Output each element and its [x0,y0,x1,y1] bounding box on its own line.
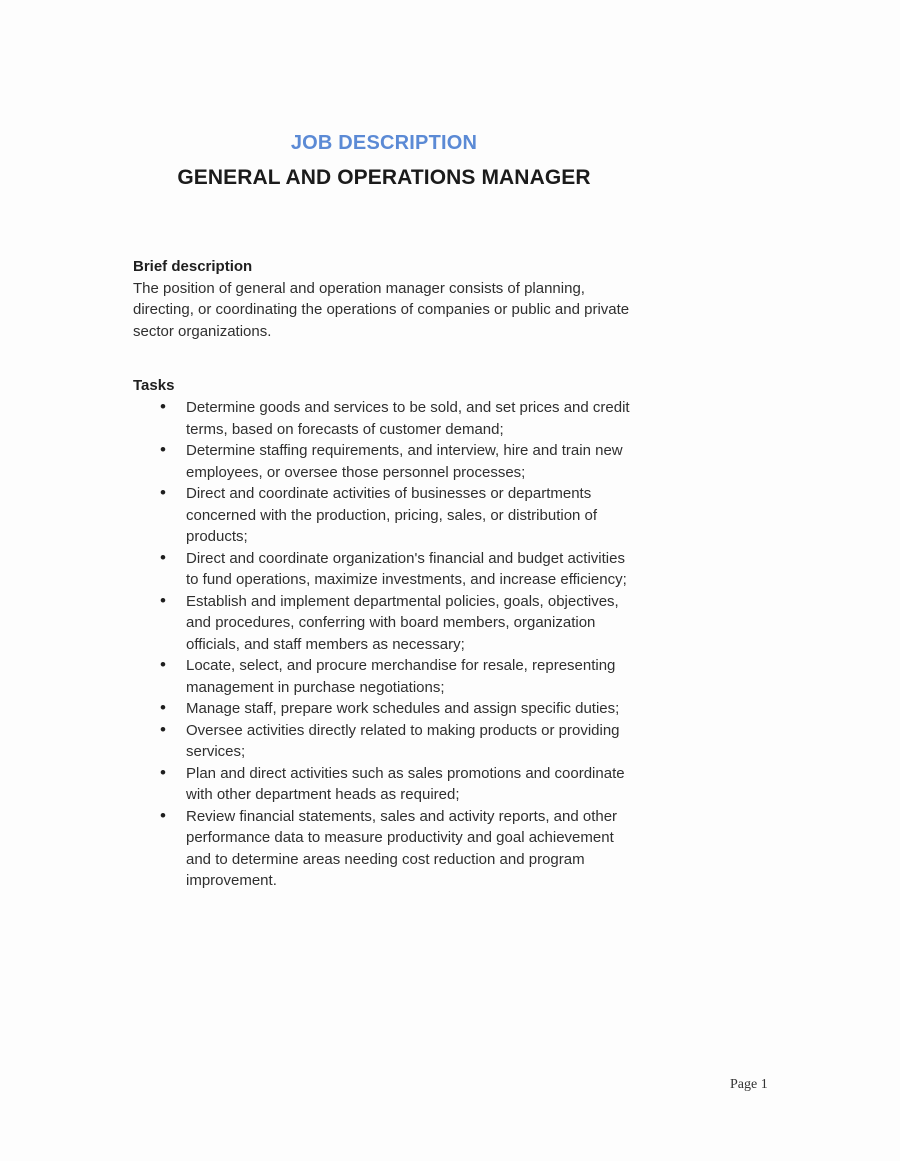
task-item: • Establish and implement departmental policies, goals, objectives, and procedures, conferring with board members, organization officials, and staff members as necessary; [133,591,636,656]
tasks-list [133,397,636,892]
brief-description-section [133,256,640,342]
tasks-section [133,375,636,892]
task-item: • Determine staffing requirements, and interview, hire and train new employees, or oversee those personnel processes; [133,440,636,483]
task-item: • Direct and coordinate activities of businesses or departments concerned with the production, pricing, sales, or distribution of products; [133,483,636,548]
task-item: • Oversee activities directly related to making products or providing services; [133,720,636,763]
page-number: Page 1 [730,1077,768,1092]
document-title: GENERAL AND OPERATIONS MANAGER [177,166,591,189]
task-item: • Review financial statements, sales and activity reports, and other performance data to measure productivity and goal achievement and to determine areas needing cost reduction and program improvement. [133,806,636,892]
brief-description-paragraph: The position of general and operation manager consists of planning, directing, or coordinating the operations of companies or public and private sector organizations. [133,279,630,340]
task-item: • Direct and coordinate organization's financial and budget activities to fund operations, maximize investments, and increase efficiency; [133,548,636,591]
brief-description-heading: Brief description [133,258,253,275]
document-subtitle: JOB DESCRIPTION [290,132,478,154]
task-item: • Determine goods and services to be sold, and set prices and credit terms, based on forecasts of customer demand; [133,397,636,440]
task-item: • Locate, select, and procure merchandise for resale, representing management in purchase negotiations; [133,655,636,698]
tasks-heading: Tasks [133,377,175,394]
task-item: • Plan and direct activities such as sales promotions and coordinate with other department heads as required; [133,763,636,806]
task-item: • Manage staff, prepare work schedules and assign specific duties; [133,698,636,720]
document-header [133,132,635,190]
